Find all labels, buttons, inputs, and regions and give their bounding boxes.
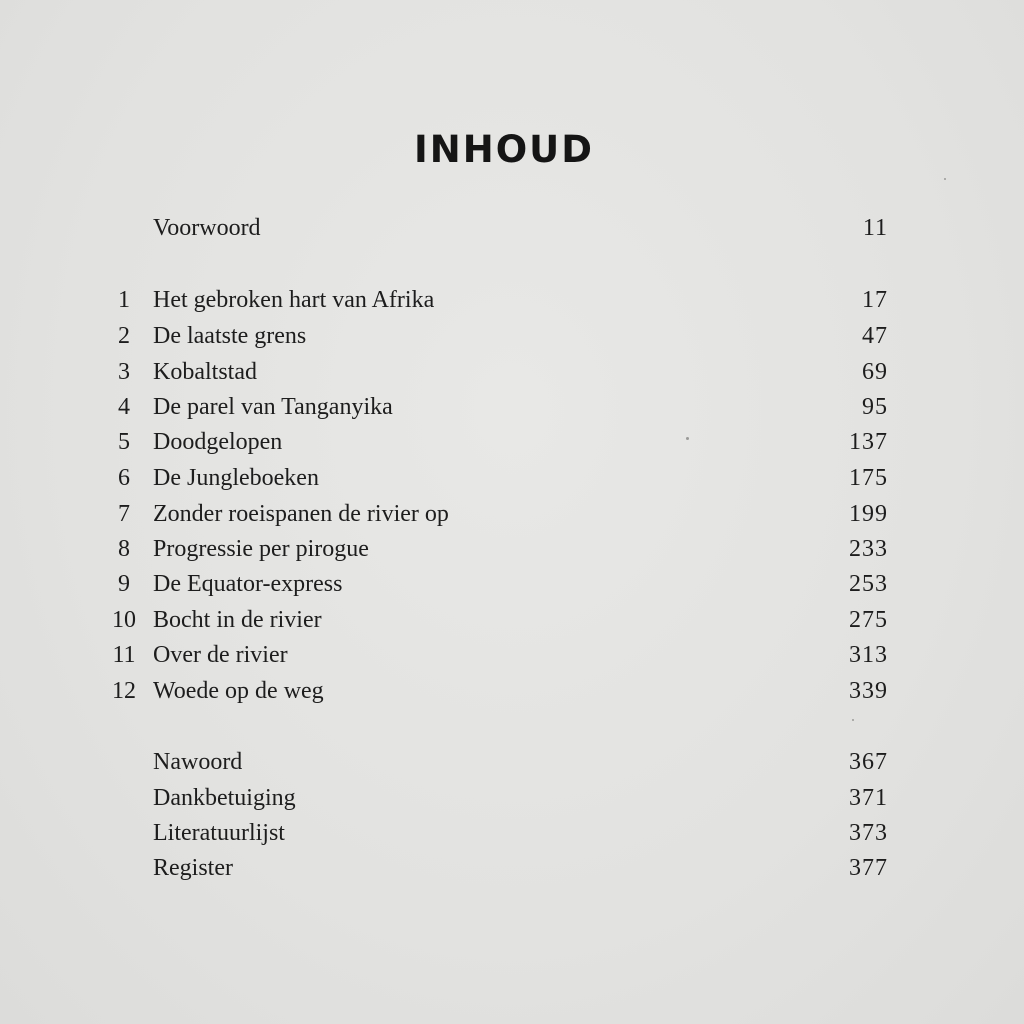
entry-page-number: 313 — [849, 642, 888, 668]
entry-label: De laatste grens — [153, 323, 307, 349]
toc-entry-chapter — [0, 319, 1024, 353]
entry-page-number: 373 — [849, 820, 888, 846]
page-title: INHOUD — [414, 128, 594, 171]
chapter-number: 4 — [118, 394, 130, 420]
toc-entry-chapter — [0, 638, 1024, 672]
toc-entry-front — [0, 211, 1024, 245]
entry-page-number: 275 — [849, 607, 888, 633]
entry-label: Nawoord — [153, 749, 243, 775]
entry-label: Register — [153, 855, 233, 881]
entry-page-number: 137 — [849, 429, 888, 455]
entry-page-number: 371 — [849, 785, 888, 811]
entry-label: Progressie per pirogue — [153, 536, 369, 562]
toc-entry-chapter — [0, 603, 1024, 637]
entry-page-number: 199 — [849, 501, 888, 527]
entry-label: De parel van Tanganyika — [153, 394, 393, 420]
chapter-number: 3 — [118, 359, 130, 385]
entry-page-number: 11 — [862, 215, 888, 241]
chapter-number: 5 — [118, 429, 130, 455]
entry-page-number: 95 — [862, 394, 888, 420]
entry-label: Zonder roeispanen de rivier op — [153, 501, 449, 527]
chapter-number: 2 — [118, 323, 130, 349]
chapter-number: 11 — [112, 642, 136, 668]
entry-page-number: 339 — [849, 678, 888, 704]
chapter-number: 9 — [118, 571, 130, 597]
chapter-number: 1 — [118, 287, 130, 313]
toc-entry-back — [0, 745, 1024, 779]
paper-speck — [686, 437, 689, 440]
entry-page-number: 233 — [849, 536, 888, 562]
entry-label: De Jungleboeken — [153, 465, 319, 491]
entry-label: Bocht in de rivier — [153, 607, 322, 633]
entry-page-number: 69 — [862, 359, 888, 385]
paper-speck — [852, 719, 854, 721]
toc-entry-chapter — [0, 674, 1024, 708]
entry-label: Woede op de weg — [153, 678, 324, 704]
entry-page-number: 253 — [849, 571, 888, 597]
entry-label: De Equator-express — [153, 571, 343, 597]
toc-entry-chapter — [0, 425, 1024, 459]
paper-speck — [944, 178, 946, 180]
entry-label: Het gebroken hart van Afrika — [153, 287, 435, 313]
entry-label: Dankbetuiging — [153, 785, 296, 811]
toc-entry-chapter — [0, 390, 1024, 424]
entry-label: Doodgelopen — [153, 429, 283, 455]
entry-page-number: 17 — [862, 287, 888, 313]
entry-label: Literatuurlijst — [153, 820, 285, 846]
toc-entry-chapter — [0, 283, 1024, 317]
toc-entry-chapter — [0, 497, 1024, 531]
toc-entry-back — [0, 816, 1024, 850]
entry-label: Kobaltstad — [153, 359, 257, 385]
chapter-number: 8 — [118, 536, 130, 562]
toc-entry-chapter — [0, 355, 1024, 389]
entry-label: Voorwoord — [153, 215, 261, 241]
toc-entry-back — [0, 851, 1024, 885]
entry-label: Over de rivier — [153, 642, 288, 668]
chapter-number: 12 — [112, 678, 136, 704]
toc-entry-chapter — [0, 461, 1024, 495]
toc-entry-chapter — [0, 532, 1024, 566]
chapter-number: 6 — [118, 465, 130, 491]
entry-page-number: 175 — [849, 465, 888, 491]
entry-page-number: 367 — [849, 749, 888, 775]
toc-entry-back — [0, 781, 1024, 815]
chapter-number: 7 — [118, 501, 130, 527]
entry-page-number: 377 — [849, 855, 888, 881]
toc-entry-chapter — [0, 567, 1024, 601]
chapter-number: 10 — [112, 607, 136, 633]
entry-page-number: 47 — [862, 323, 888, 349]
